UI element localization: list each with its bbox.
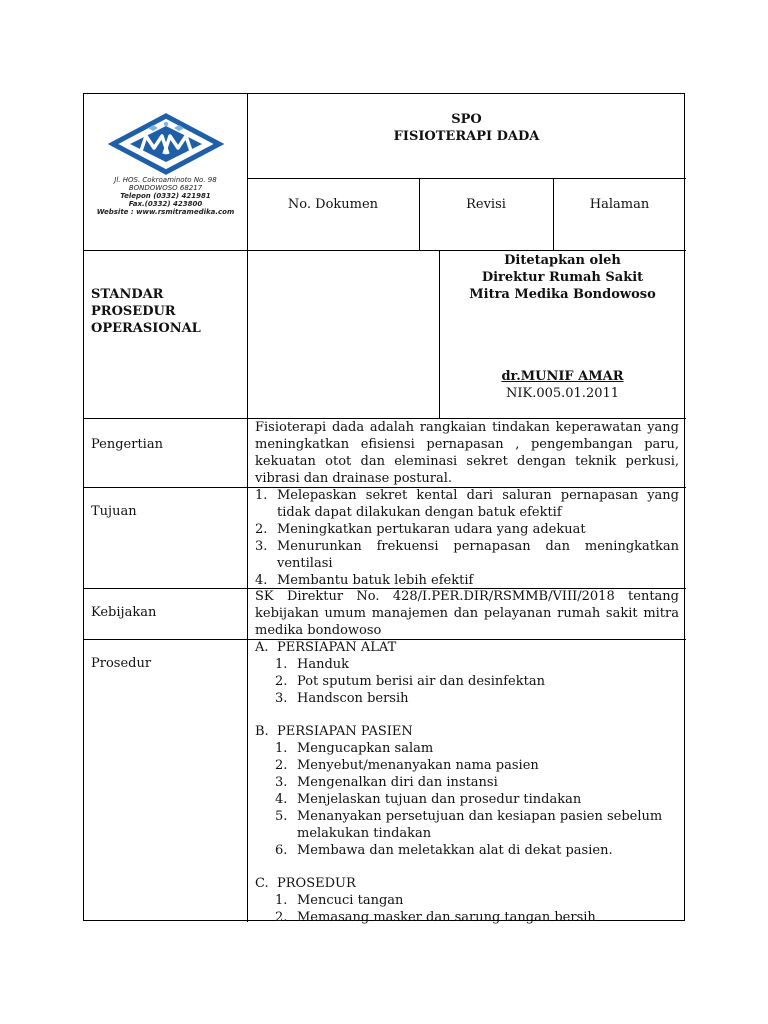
revision-label: Revisi (466, 197, 506, 212)
hospital-phone: Telepon (0332) 421981 (120, 192, 211, 200)
set-by-block (439, 252, 686, 303)
sop-table (83, 93, 685, 925)
section-heading: A. PERSIAPAN ALAT (255, 640, 397, 655)
hospital-street: Jl. HOS. Cokroaminoto No. 98 (114, 176, 217, 184)
list-item: 2. Meningkatkan pertukaran udara yang adekuat (255, 522, 586, 537)
set-by-line3: Mitra Medika Bondowoso (469, 287, 656, 302)
hospital-fax: Fax.(0332) 423800 (128, 200, 203, 208)
title-spo: SPO (451, 112, 482, 127)
list-item: 4. Membantu batuk lebih efektif (255, 573, 474, 588)
section-heading: B. PERSIAPAN PASIEN (255, 724, 413, 739)
section-heading: C. PROSEDUR (255, 876, 356, 891)
list-item: 2. Menyebut/menanyakan nama pasien (275, 758, 539, 773)
signer-nik: NIK.005.01.2011 (505, 386, 620, 401)
tujuan-label: Tujuan (91, 504, 137, 519)
pengertian-label: Pengertian (91, 437, 163, 452)
prosedur-list (255, 639, 679, 926)
list-item: 1. Mencuci tangan (275, 893, 404, 908)
list-item: 4. Menjelaskan tujuan dan prosedur tindakan (275, 792, 582, 807)
sop-label-line3: OPERASIONAL (91, 321, 201, 336)
page-label: Halaman (589, 197, 650, 212)
list-item: 1. Melepaskan sekret kental dari saluran pernapasan yang tidak dapat dilakukan dengan batuk efektif (255, 488, 679, 520)
kebijakan-label: Kebijakan (91, 605, 157, 620)
doc-number-label: No. Dokumen (287, 197, 379, 212)
list-item: 6. Membawa dan meletakkan alat di dekat pasien. (275, 843, 613, 858)
list-item: 5. Menanyakan persetujuan dan kesiapan pasien sebelum melakukan tindakan (275, 809, 663, 841)
signer-block (439, 368, 686, 402)
set-by-line1: Ditetapkan oleh (504, 253, 621, 268)
list-item: 3. Menurunkan frekuensi pernapasan dan meningkatkan ventilasi (255, 539, 679, 571)
pengertian-text: Fisioterapi dada adalah rangkaian tindakan keperawatan yang meningkatkan efisiensi pernapasan , pengembangan paru, kekuatan otot dan eleminasi sekret dengan teknik perkusi, vibrasi dan drainase postural. (255, 420, 679, 486)
mm-diamond-logo-icon (84, 94, 247, 178)
list-item: 1. Handuk (275, 657, 350, 672)
hospital-city: BONDOWOSO 68217 (128, 184, 203, 192)
sop-label-line1: STANDAR (91, 287, 164, 302)
sop-label-line2: PROSEDUR (91, 304, 176, 319)
list-item: 2. Memasang masker dan sarung tangan bersih (275, 910, 596, 925)
list-item: 3. Handscon bersih (275, 691, 409, 706)
document-title (247, 111, 686, 145)
prosedur-label: Prosedur (91, 656, 152, 671)
signer-name: dr.MUNIF AMAR (501, 369, 624, 384)
hospital-website: Website : www.rsmitramedika.com (96, 208, 235, 216)
list-item: 3. Mengenalkan diri dan instansi (275, 775, 498, 790)
list-item: 1. Mengucapkan salam (275, 741, 434, 756)
title-fisioterapi-dada: FISIOTERAPI DADA (393, 129, 540, 144)
kebijakan-text: SK Direktur No. 428/I.PER.DIR/RSMMB/VIII/2018 tentang kebijakan umum manajemen dan pelayanan rumah sakit mitra medika bondowoso (255, 589, 679, 638)
hospital-logo-block (84, 94, 247, 250)
set-by-line2: Direktur Rumah Sakit (481, 270, 644, 285)
tujuan-list (255, 487, 679, 589)
list-item: 2. Pot sputum berisi air dan desinfektan (275, 674, 545, 689)
sop-label (91, 286, 241, 337)
